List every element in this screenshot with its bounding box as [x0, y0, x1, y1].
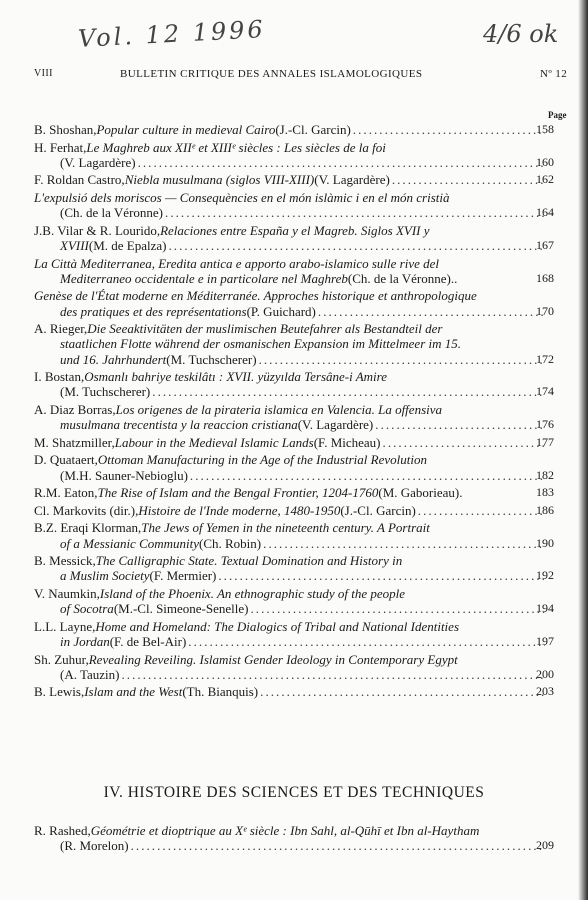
page-number: 182: [536, 467, 554, 482]
list-item: [34, 452, 554, 482]
dot-leader: [131, 838, 545, 853]
entry-line: [34, 536, 545, 551]
entry-line: [34, 586, 545, 601]
page-number: 209: [536, 838, 554, 853]
entry-text: (M. de Epalza): [88, 237, 167, 253]
entry-line: [34, 838, 545, 853]
list-item: [34, 369, 554, 399]
entry-text: (J.-Cl. Garcin): [275, 122, 351, 137]
entry-text: Cl. Markovits (dir.),: [34, 502, 139, 518]
entry-line: [34, 634, 545, 649]
entry-line: [34, 140, 545, 155]
entry-title-text: Mediterraneo occidentale e in particolare nel Maghreb: [60, 270, 348, 286]
entry-text: M. Shatzmiller,: [34, 434, 115, 450]
entry-line: [34, 271, 545, 286]
dot-leader: [152, 384, 545, 399]
page-number: 167: [536, 237, 554, 252]
list-item: [34, 435, 554, 450]
entry-line: [34, 619, 545, 634]
entry-title-text: of Socotra: [60, 601, 114, 617]
entry-line: [34, 485, 545, 500]
entry-text: (R. Morelon): [60, 838, 129, 854]
entry-title-text: Island of the Phoenix. An ethnographic study of the people: [99, 585, 406, 601]
entry-text: (V. Lagardère): [60, 154, 136, 170]
entry-text: B. Messick,: [34, 553, 96, 569]
entry-title-text: L'expulsió dels moriscos — Consequències en el món islàmic i en el món cristià: [34, 189, 450, 205]
entry-text: (A. Tauzin): [60, 666, 120, 682]
entry-line: [34, 384, 545, 399]
entry-line: [34, 568, 545, 583]
entry-line: [34, 553, 545, 568]
page-roman-numeral: VIII: [34, 68, 53, 79]
dot-leader: [260, 684, 545, 699]
entry-line: [34, 823, 545, 838]
entry-title-text: Popular culture in medieval Cairo: [96, 122, 276, 137]
entry-line: [34, 205, 545, 220]
list-item: [34, 823, 554, 853]
dot-leader: [353, 122, 545, 137]
entry-title-text: Niebla musulmana (siglos VIII-XIII): [124, 172, 315, 188]
entry-title-text: The Jews of Yemen in the nineteenth century. A Portrait: [141, 520, 430, 536]
entry-line: [34, 503, 545, 518]
entry-text: (M. Tuchscherer): [166, 351, 257, 367]
entry-text: I. Bostan,: [34, 369, 85, 385]
entry-title-text: Genèse de l'État moderne en Méditerranée. Approches historique et anthropologique: [34, 288, 477, 304]
page-number: 190: [536, 535, 554, 550]
page-column-label: Page: [548, 110, 567, 120]
entry-line: [34, 520, 545, 535]
entry-text: (V. Lagardère): [314, 172, 390, 188]
entry-text: V. Naumkin,: [34, 585, 100, 601]
entry-title-text: und 16. Jahrhundert: [60, 351, 167, 367]
page-number: 183: [536, 485, 554, 500]
entry-text: H. Ferhat,: [34, 139, 87, 155]
entry-title-text: Labour in the Medieval Islamic Lands: [114, 434, 314, 450]
entry-text: F. Roldan Castro,: [34, 172, 125, 188]
entry-text: (V. Lagardère): [297, 417, 374, 433]
entry-text: D. Quataert,: [34, 452, 98, 468]
issue-number: Nº 12: [540, 68, 568, 80]
entry-line: [34, 336, 545, 351]
entry-title-text: Home and Homeland: The Dialogics of Tribal and National Identities: [95, 618, 460, 634]
page-number: 162: [536, 172, 554, 187]
entry-title-text: musulmana trecentista y la reaccion cristiana: [60, 417, 298, 433]
page-number: 194: [536, 601, 554, 616]
entry-text: (Ch. Robin): [199, 535, 262, 551]
list-item: [34, 256, 554, 286]
list-item: [34, 553, 554, 583]
page-number: 176: [536, 417, 554, 432]
page-number: 200: [536, 666, 554, 681]
list-item: [34, 586, 554, 616]
entry-title-text: The Rise of Islam and the Bengal Frontier, 1204-1760: [97, 485, 379, 501]
entry-line: [34, 190, 545, 205]
entry-text: (J.-Cl. Garcin): [340, 502, 416, 518]
running-title: BULLETIN CRITIQUE DES ANNALES ISLAMOLOGIQUES: [120, 68, 423, 80]
entry-line: [34, 452, 545, 467]
entry-line: [34, 288, 545, 303]
entry-title-text: staatlichen Flotte während der osmanischen Expansion im Mittelmeer im 15.: [60, 336, 462, 352]
dot-leader: [375, 417, 545, 432]
entry-text: (M. Tuchscherer): [60, 384, 151, 400]
dot-leader: [138, 155, 545, 170]
list-item: [34, 122, 554, 137]
page-number: 172: [536, 351, 554, 366]
list-item: [34, 520, 554, 550]
entry-title-text: Osmanlı bahriye teskilâtı : XVII. yüzyılda Tersâne-i Amire: [84, 369, 388, 385]
list-item: [34, 321, 554, 367]
entry-text: L.L. Layne,: [34, 618, 96, 634]
list-item: [34, 288, 554, 318]
entry-title-text: The Calligraphic State. Textual Domination and History in: [95, 553, 403, 569]
entry-title-text: La Città Mediterranea, Eredita antica e apporto arabo-islamico sulle rive del: [34, 255, 439, 271]
list-item: [34, 402, 554, 432]
list-item: [34, 140, 554, 170]
entry-text: (M.-Cl. Simeone-Senelle): [113, 601, 249, 617]
review-list-section-iv: [34, 823, 554, 856]
entry-title-text: Le Maghreb aux XIIᵉ et XIIIᵉ siècles : Les siècles de la foi: [86, 139, 386, 155]
entry-title-text: in Jordan: [60, 633, 110, 649]
entry-line: [34, 601, 545, 616]
entry-line: [34, 667, 545, 682]
dot-leader: [263, 536, 545, 551]
entry-line: [34, 417, 545, 432]
page-number: 158: [536, 122, 554, 136]
entry-line: [34, 352, 545, 367]
entry-text: (F. Mermier): [149, 568, 217, 584]
page-number: 186: [536, 502, 554, 517]
dot-leader: [318, 304, 545, 319]
entry-title-text: des pratiques et des représentations: [60, 303, 247, 319]
page-edge-shadow: [578, 0, 588, 900]
entry-text: A. Diaz Borras,: [34, 401, 116, 417]
entry-line: [34, 172, 545, 187]
entry-text: (M.H. Sauner-Nebioglu): [60, 467, 188, 483]
entry-line: [34, 122, 545, 137]
entry-line: [34, 155, 545, 170]
dot-leader: [122, 667, 546, 682]
dot-leader: [250, 601, 545, 616]
entry-title-text: Die Seeaktivitäten der muslimischen Beutefahrer als Bestandteil der: [87, 321, 443, 337]
list-item: [34, 619, 554, 649]
entry-line: [34, 369, 545, 384]
entry-text: B. Shoshan,: [34, 122, 97, 137]
entry-text: R. Rashed,: [34, 823, 91, 838]
entry-title-text: a Muslim Society: [60, 568, 150, 584]
review-list: [34, 122, 554, 702]
page-number: 197: [536, 633, 554, 648]
entry-title-text: Relaciones entre España y el Magreb. Siglos XVII y: [160, 222, 430, 238]
entry-title-text: Ottoman Manufacturing in the Age of the Industrial Revolution: [97, 452, 427, 468]
entry-text: (P. Guichard): [246, 303, 316, 319]
list-item: [34, 652, 554, 682]
handwritten-volume-note: Vol. 12 1996: [77, 15, 267, 53]
section-heading: IV. HISTOIRE DES SCIENCES ET DES TECHNIQUES: [103, 784, 485, 801]
page-number: 203: [536, 684, 554, 699]
dot-leader: [218, 568, 545, 583]
entry-text: (F. de Bel-Air): [109, 633, 187, 649]
list-item: [34, 485, 554, 500]
entry-title-text: XVIII: [60, 237, 89, 253]
entry-title-text: Revealing Reveiling. Islamist Gender Ideology in Contemporary Egypt: [88, 651, 458, 667]
page-number: 164: [536, 205, 554, 220]
entry-line: [34, 223, 545, 238]
page-number: 170: [536, 303, 554, 318]
entry-text: B.Z. Eraqi Klorman,: [34, 520, 142, 536]
page-number: 177: [536, 434, 554, 449]
entry-line: [34, 402, 545, 417]
entry-text: A. Rieger,: [34, 321, 88, 337]
entry-line: [34, 468, 545, 483]
entry-title-text: Islam and the West: [84, 684, 183, 700]
page-number: 160: [536, 154, 554, 169]
entry-title-text: Los origenes de la pirateria islamica en Valencia. La offensiva: [115, 401, 443, 417]
dot-leader: [168, 238, 545, 253]
list-item: [34, 190, 554, 220]
entry-line: [34, 684, 545, 699]
dot-leader: [188, 634, 545, 649]
entry-line: [34, 652, 545, 667]
list-item: [34, 684, 554, 699]
entry-text: (M. Gaborieau).: [378, 485, 463, 501]
entry-title-text: Histoire de l'Inde moderne, 1480-1950: [138, 502, 341, 518]
entry-line: [34, 256, 545, 271]
entry-text: (F. Micheau): [313, 434, 381, 450]
entry-text: (Th. Bianquis): [182, 684, 259, 700]
entry-title-text: of a Messianic Community: [60, 535, 200, 551]
entry-text: (Ch. de la Véronne)..: [347, 270, 458, 286]
dot-leader: [392, 172, 545, 187]
entry-text: J.B. Vilar & R. Lourido,: [34, 222, 161, 238]
handwritten-number-note: 4/6 ok: [483, 20, 559, 48]
dot-leader: [259, 352, 545, 367]
list-item: [34, 223, 554, 253]
dot-leader: [383, 435, 545, 450]
dot-leader: [165, 205, 545, 220]
entry-line: [34, 321, 545, 336]
entry-text: (Ch. de la Véronne): [60, 205, 164, 221]
page-number: 192: [536, 568, 554, 583]
entry-text: B. Lewis,: [34, 684, 85, 700]
dot-leader: [190, 468, 545, 483]
list-item: [34, 172, 554, 187]
entry-line: [34, 304, 545, 319]
list-item: [34, 503, 554, 518]
entry-text: R.M. Eaton,: [34, 485, 98, 501]
entry-text: Sh. Zuhur,: [34, 651, 89, 667]
page-number: 174: [536, 384, 554, 399]
entry-line: [34, 435, 545, 450]
entry-line: [34, 238, 545, 253]
page-number: 168: [536, 270, 554, 285]
entry-title-text: Géométrie et dioptrique au Xᵉ siècle : Ibn Sahl, al-Qūhī et Ibn al-Haytham: [90, 823, 480, 838]
